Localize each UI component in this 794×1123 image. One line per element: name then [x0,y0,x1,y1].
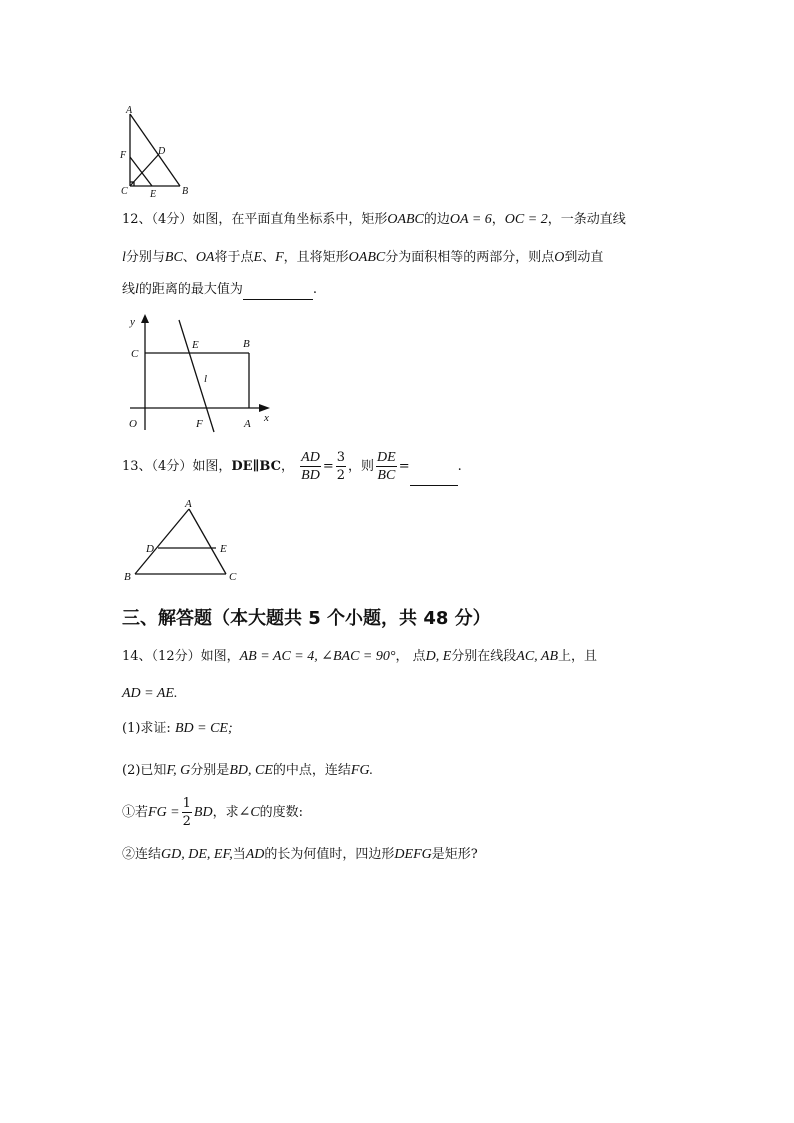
figure-q12-coordinate [122,310,282,435]
figure-q11-triangle [112,102,198,198]
label-A: A [244,418,251,430]
q14-line1: 14、（12分）如图，AB = AC = 4, ∠BAC = 90°， 点D, E分别在线段AC, AB上，且 [122,649,598,664]
q13-answer-blank[interactable] [410,449,458,486]
figure-q13-triangle [118,496,248,586]
q12-line1: 12、（4分）如图，在平面直角坐标系中，矩形OABC的边OA = 6，OC = 2，一条动直线 [122,212,626,227]
line-l [179,320,214,432]
label-A: A [185,498,192,510]
label-l: l [204,373,208,385]
q12-number: 12、（4分） [122,212,193,227]
side-AB [135,509,189,574]
label-E: E [220,543,227,555]
label-C: C [131,348,139,360]
fraction-1-2: $\frac{1}{2}$ [182,796,191,829]
side-AB [130,114,180,186]
label-B: B [243,338,250,350]
label-D: D [146,543,154,555]
fraction-3-2: $\frac{3}{2}$ [336,450,345,483]
label-B: B [124,571,131,583]
q14-part2: (2)已知F, G分别是BD, CE的中点，连结FG. [122,763,374,778]
q12-line2: l分别与BC、OA将于点E、F，且将矩形OABC分为面积相等的两部分，则点O到动直 [122,250,604,265]
q14-subq2: ②连结GD, DE, EF,当AD的长为何值时，四边形DEFG是矩形? [122,847,478,862]
side-AC [189,509,226,574]
label-D: D [158,146,166,157]
label-O: O [129,418,137,430]
label-E: E [150,189,157,198]
fraction-AD-BD: $\frac{AD}{BD}$ [301,450,320,483]
x-axis-arrow [259,404,270,412]
q13-line: 13、（4分）如图，DE∥BC， $\frac{AD}{BD}$ = $\frac{3}{2}$ ，则 $\frac{DE}{BC}$ = . [122,449,462,486]
y-axis-arrow [141,314,149,323]
q14-subq1: ①若FG = $\frac{1}{2}$ BD，求∠C的度数: [122,796,304,829]
fraction-DE-BC: $\frac{DE}{BC}$ [377,450,396,483]
label-B: B [182,186,189,197]
label-F: F [196,418,203,430]
q13-number: 13、（4分） [122,459,193,474]
section-heading: 三、解答题（本大题共 5 个小题，共 48 分） [122,608,491,629]
label-x: x [264,412,269,424]
segment-CD [130,154,159,186]
label-C: C [121,186,128,197]
q14-number: 14、（12分） [122,649,201,664]
label-A: A [126,105,133,116]
q14-part1: (1)求证: BD = CE; [122,721,233,736]
label-F: F [120,150,127,161]
label-C: C [229,571,237,583]
q12-line3: 线l的距离的最大值为 . [122,281,317,300]
label-E: E [192,339,199,351]
q14-line2: AD = AE. [122,686,178,701]
q12-answer-blank[interactable] [243,281,313,300]
label-y: y [130,316,135,328]
